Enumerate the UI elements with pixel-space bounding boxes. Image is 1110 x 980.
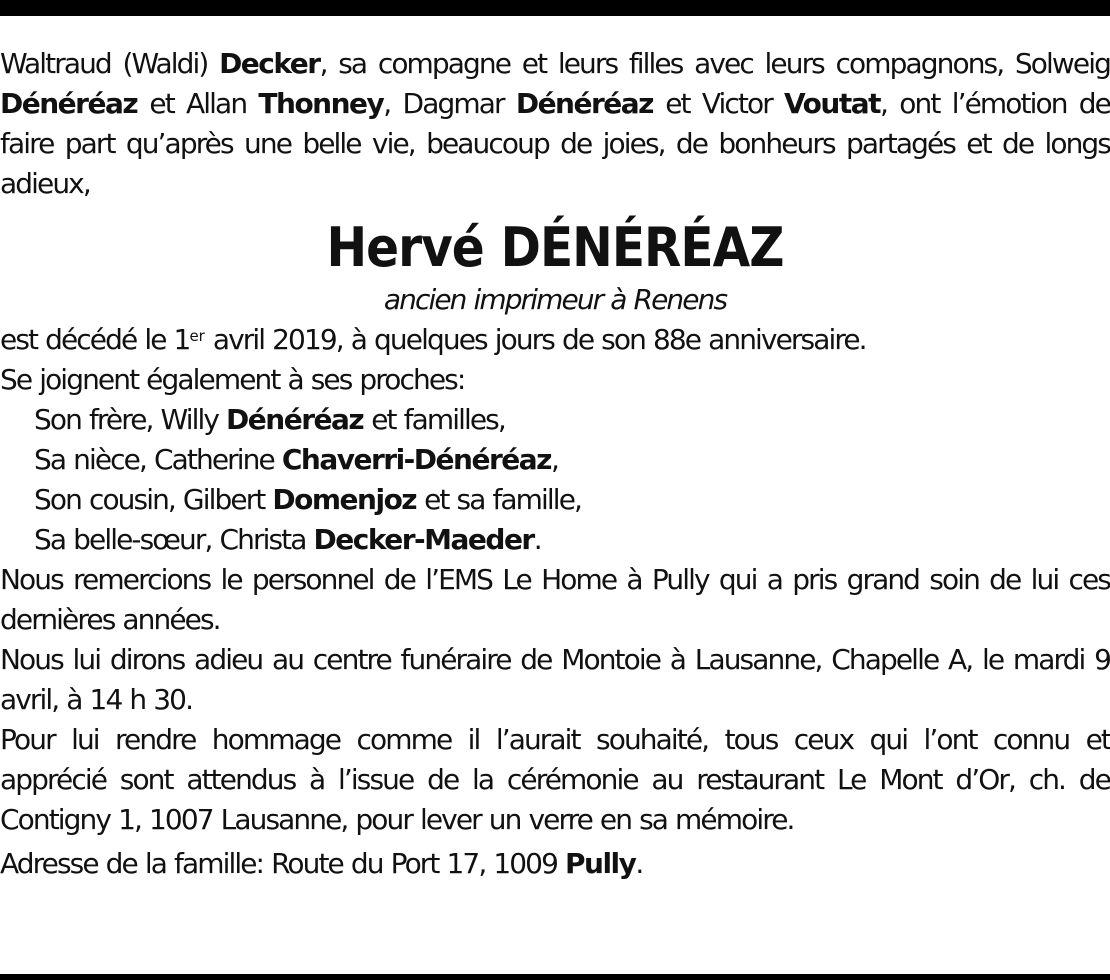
intro-paragraph: [0, 44, 1110, 204]
thanks-paragraph: Nous remercions le personnel de l’EMS Le Home à Pully qui a pris grand soin de lui ces dernières années.: [0, 563, 1110, 636]
family-address: [0, 844, 1110, 884]
intro-text: et Allan: [137, 87, 259, 120]
relative-text: Sa belle-sœur, Christa: [34, 523, 314, 556]
relative-text: Son frère, Willy: [34, 403, 227, 436]
intro-text: et Victor: [652, 87, 785, 120]
death-text: avril 2019, à quelques jours de son 88e anniversaire.: [204, 323, 866, 356]
deceased-occupation: ancien imprimeur à Renens: [383, 283, 727, 316]
relative-text: et sa famille,: [416, 483, 582, 516]
bottom-border-rule: [0, 974, 1110, 980]
relative-text: .: [533, 523, 541, 556]
deceased-name: Hervé DÉNÉRÉAZ: [326, 216, 784, 279]
family-name: Voutat: [784, 87, 881, 120]
relative-line: [0, 520, 1110, 560]
obituary-notice: [0, 44, 1110, 884]
relative-line: [0, 480, 1110, 520]
family-name: Dénéréaz: [515, 87, 653, 120]
relative-line: [0, 400, 1110, 440]
address-text: Adresse de la famille: Route du Port 17, 1009: [0, 847, 565, 880]
family-name: Dénéréaz: [0, 87, 138, 120]
address-text: .: [635, 847, 643, 880]
address-town: Pully: [565, 847, 636, 880]
intro-text: Solweig: [1014, 47, 1110, 80]
relative-text: ,: [550, 443, 558, 476]
family-name: Decker: [219, 47, 320, 80]
relative-surname: Dénéréaz: [226, 403, 364, 436]
top-border-rule: [0, 0, 1110, 16]
death-statement: [0, 320, 1110, 360]
relative-surname: Decker-Maeder: [313, 523, 534, 556]
family-name: Thonney: [258, 87, 384, 120]
relative-text: et familles,: [363, 403, 505, 436]
relative-text: Son cousin, Gilbert: [34, 483, 273, 516]
intro-text: Waltraud (Waldi): [0, 47, 220, 80]
relative-text: Sa nièce, Catherine: [34, 443, 282, 476]
death-text: est décédé le 1: [0, 323, 190, 356]
ordinal-suffix: er: [189, 327, 205, 345]
ceremony-paragraph: Nous lui dirons adieu au centre funéraire de Montoie à Lausanne, Chapelle A, le mardi 9 avril, à 14 h 30.: [0, 643, 1110, 716]
relatives-intro: Se joignent également à ses proches:: [0, 363, 465, 396]
intro-text: ,: [880, 87, 888, 120]
intro-text: , sa compagne et leurs filles avec leurs compagnons,: [319, 47, 1004, 80]
relative-surname: Domenjoz: [272, 483, 417, 516]
relative-line: [0, 440, 1110, 480]
homage-paragraph: Pour lui rendre hommage comme il l’aurait souhaité, tous ceux qui l’ont connu et apprécié sont attendus à l’issue de la cérémonie au restaurant Le Mont d’Or, ch. de Contigny 1, 1007 Lausanne, pour lever un verre en sa mémoire.: [0, 723, 1110, 836]
intro-text: ont l’émotion de faire part qu’après une belle vie, beaucoup de joies, de bonheurs partagés et de longs adieux,: [0, 87, 1110, 200]
relative-surname: Chaverri-Dénéréaz: [281, 443, 551, 476]
intro-text: , Dagmar: [383, 87, 516, 120]
